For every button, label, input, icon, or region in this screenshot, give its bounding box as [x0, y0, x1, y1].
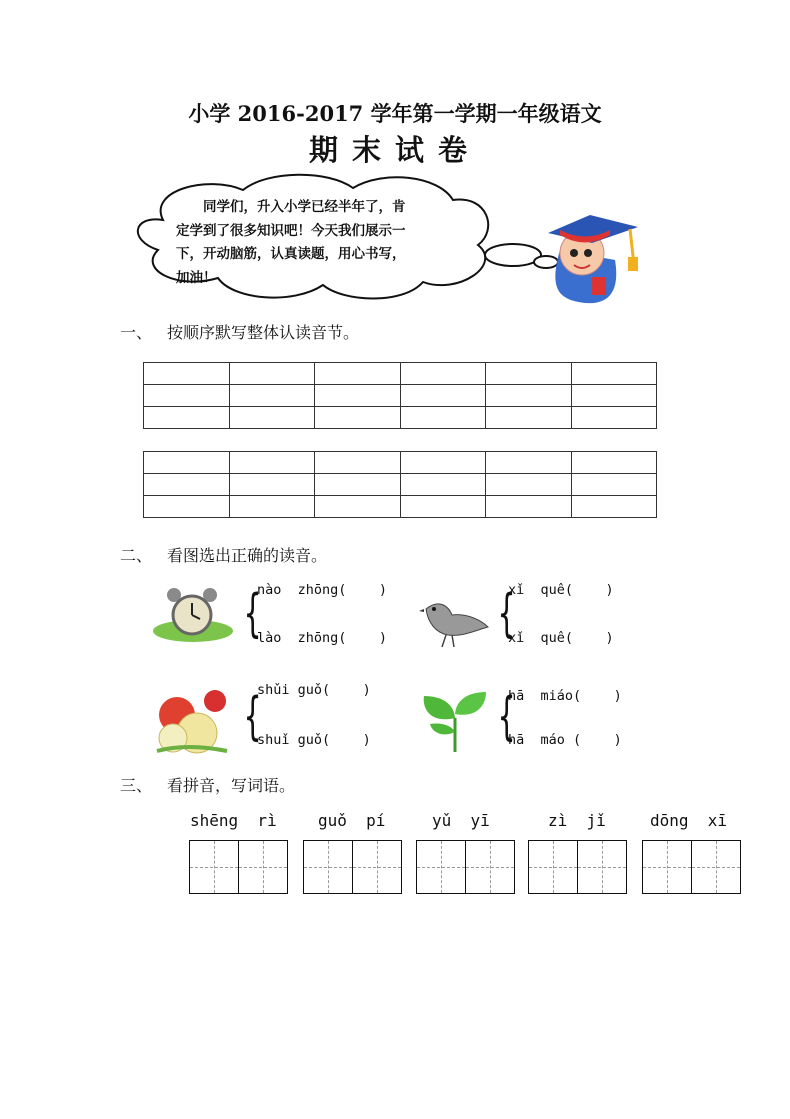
brace-icon: {: [497, 584, 516, 644]
word-pinyin-5: dōng xī: [650, 811, 728, 830]
grid-cell[interactable]: [144, 496, 230, 518]
exam-title: 小学 2016-2017 学年第一学期一年级语文: [188, 101, 602, 126]
section3-number: 三、: [120, 776, 153, 795]
option-4b[interactable]: hā máo ( ): [508, 732, 622, 748]
section2-title: 看图选出正确的读音。: [167, 546, 328, 565]
grid-cell[interactable]: [315, 474, 401, 496]
section2-number: 二、: [120, 546, 153, 565]
writing-grid-4[interactable]: [528, 840, 627, 894]
option-1b[interactable]: lào zhōng( ): [257, 630, 388, 646]
option-3b[interactable]: shuǐ guǒ( ): [257, 732, 371, 748]
greeting-text: 同学们，升入小学已经半年了，肯定学到了很多知识吧！今天我们展示一下，开动脑筋，认真读题，用心书写，加油！: [176, 199, 406, 286]
grid-cell[interactable]: [315, 496, 401, 518]
syllable-grid-2: [143, 451, 657, 518]
grid-cell[interactable]: [486, 474, 572, 496]
grid-cell[interactable]: [486, 452, 572, 474]
grid-cell[interactable]: [486, 385, 572, 407]
cartoon-student-icon: [530, 205, 650, 305]
writing-grid-3[interactable]: [416, 840, 515, 894]
option-4a[interactable]: hā miáo( ): [508, 688, 622, 704]
option-3a[interactable]: shǔi guǒ( ): [257, 682, 371, 698]
syllable-grid-1: [143, 362, 657, 429]
section1-number: 一、: [120, 323, 153, 342]
grid-cell[interactable]: [229, 407, 315, 429]
grid-cell[interactable]: [400, 452, 486, 474]
word-pinyin-1: shēng rì: [190, 811, 277, 830]
grid-cell[interactable]: [229, 452, 315, 474]
fruit-icon: [147, 683, 233, 755]
grid-cell[interactable]: [486, 363, 572, 385]
grid-cell[interactable]: [486, 496, 572, 518]
grid-cell[interactable]: [315, 407, 401, 429]
grid-cell[interactable]: [144, 452, 230, 474]
grid-cell[interactable]: [144, 407, 230, 429]
option-2a[interactable]: xǐ quê( ): [508, 582, 614, 598]
option-2b[interactable]: xǐ quê( ): [508, 630, 614, 646]
grid-cell[interactable]: [229, 474, 315, 496]
writing-grid-1[interactable]: [189, 840, 288, 894]
grid-cell[interactable]: [400, 363, 486, 385]
grid-cell[interactable]: [144, 363, 230, 385]
grid-cell[interactable]: [571, 407, 657, 429]
grid-cell[interactable]: [400, 385, 486, 407]
section1-title: 按顺序默写整体认读音节。: [167, 323, 360, 342]
writing-grid-5[interactable]: [642, 840, 741, 894]
brace-icon: {: [497, 687, 516, 747]
word-pinyin-2: guǒ pí: [318, 811, 386, 830]
grid-cell[interactable]: [144, 385, 230, 407]
grid-cell[interactable]: [144, 474, 230, 496]
grid-cell[interactable]: [229, 363, 315, 385]
word-pinyin-4: zì jǐ: [548, 811, 606, 830]
grid-cell[interactable]: [400, 496, 486, 518]
grid-cell[interactable]: [571, 496, 657, 518]
grid-cell[interactable]: [571, 452, 657, 474]
grid-cell[interactable]: [571, 363, 657, 385]
grid-cell[interactable]: [400, 474, 486, 496]
brace-icon: {: [243, 584, 262, 644]
grid-cell[interactable]: [315, 363, 401, 385]
grid-cell[interactable]: [315, 452, 401, 474]
alarm-clock-icon: [152, 585, 234, 643]
word-pinyin-3: yǔ yī: [432, 811, 490, 830]
grid-cell[interactable]: [571, 385, 657, 407]
grid-cell[interactable]: [229, 496, 315, 518]
seedling-icon: [420, 688, 490, 756]
grid-cell[interactable]: [486, 407, 572, 429]
exam-subtitle: 期末试卷: [308, 133, 481, 167]
writing-grid-2[interactable]: [303, 840, 402, 894]
brace-icon: {: [243, 687, 262, 747]
section3-title: 看拼音，写词语。: [167, 776, 296, 795]
grid-cell[interactable]: [400, 407, 486, 429]
grid-cell[interactable]: [315, 385, 401, 407]
option-1a[interactable]: nào zhōng( ): [257, 582, 388, 598]
grid-cell[interactable]: [229, 385, 315, 407]
grid-cell[interactable]: [571, 474, 657, 496]
bird-icon: [418, 597, 490, 649]
